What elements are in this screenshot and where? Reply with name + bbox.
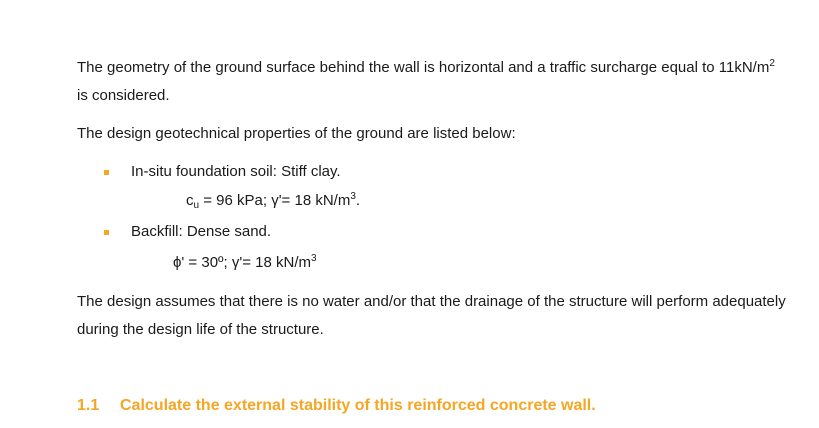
cohesion-subscript: u — [193, 200, 200, 211]
surcharge-paragraph — [77, 54, 787, 110]
unit-superscript: 3 — [350, 191, 356, 202]
formula-end: . — [355, 192, 361, 209]
drainage-paragraph: The design assumes that there is no water and/or that the drainage of the structure will perform adequately during the design life of the structure. — [77, 293, 786, 338]
surcharge-unit-superscript: 2 — [769, 58, 775, 69]
section-heading — [77, 397, 596, 415]
surcharge-text-end: is considered. — [77, 87, 170, 104]
cohesion-symbol: c — [186, 192, 194, 209]
bullet-square-icon — [104, 230, 109, 235]
bullet-label: Backfill: Dense sand. — [131, 223, 272, 240]
bullet-label: In-situ foundation soil: Stiff clay. — [131, 163, 341, 180]
formula-values: = 96 kPa; γ'= 18 kN/m — [199, 192, 351, 209]
surcharge-text: The geometry of the ground surface behind the wall is horizontal and a traffic surcharge equal to 11kN/m — [77, 59, 770, 76]
formula-values: ϕ' = 30º; γ'= 18 kN/m — [173, 254, 311, 271]
backfill-formula — [173, 253, 317, 273]
foundation-soil-formula — [186, 191, 360, 211]
bullet-square-icon — [104, 170, 109, 175]
section-title: Calculate the external stability of this reinforced concrete wall. — [120, 397, 596, 414]
section-number: 1.1 — [77, 397, 100, 414]
properties-intro-paragraph: The design geotechnical properties of the ground are listed below: — [77, 125, 516, 142]
unit-superscript: 3 — [311, 253, 317, 264]
